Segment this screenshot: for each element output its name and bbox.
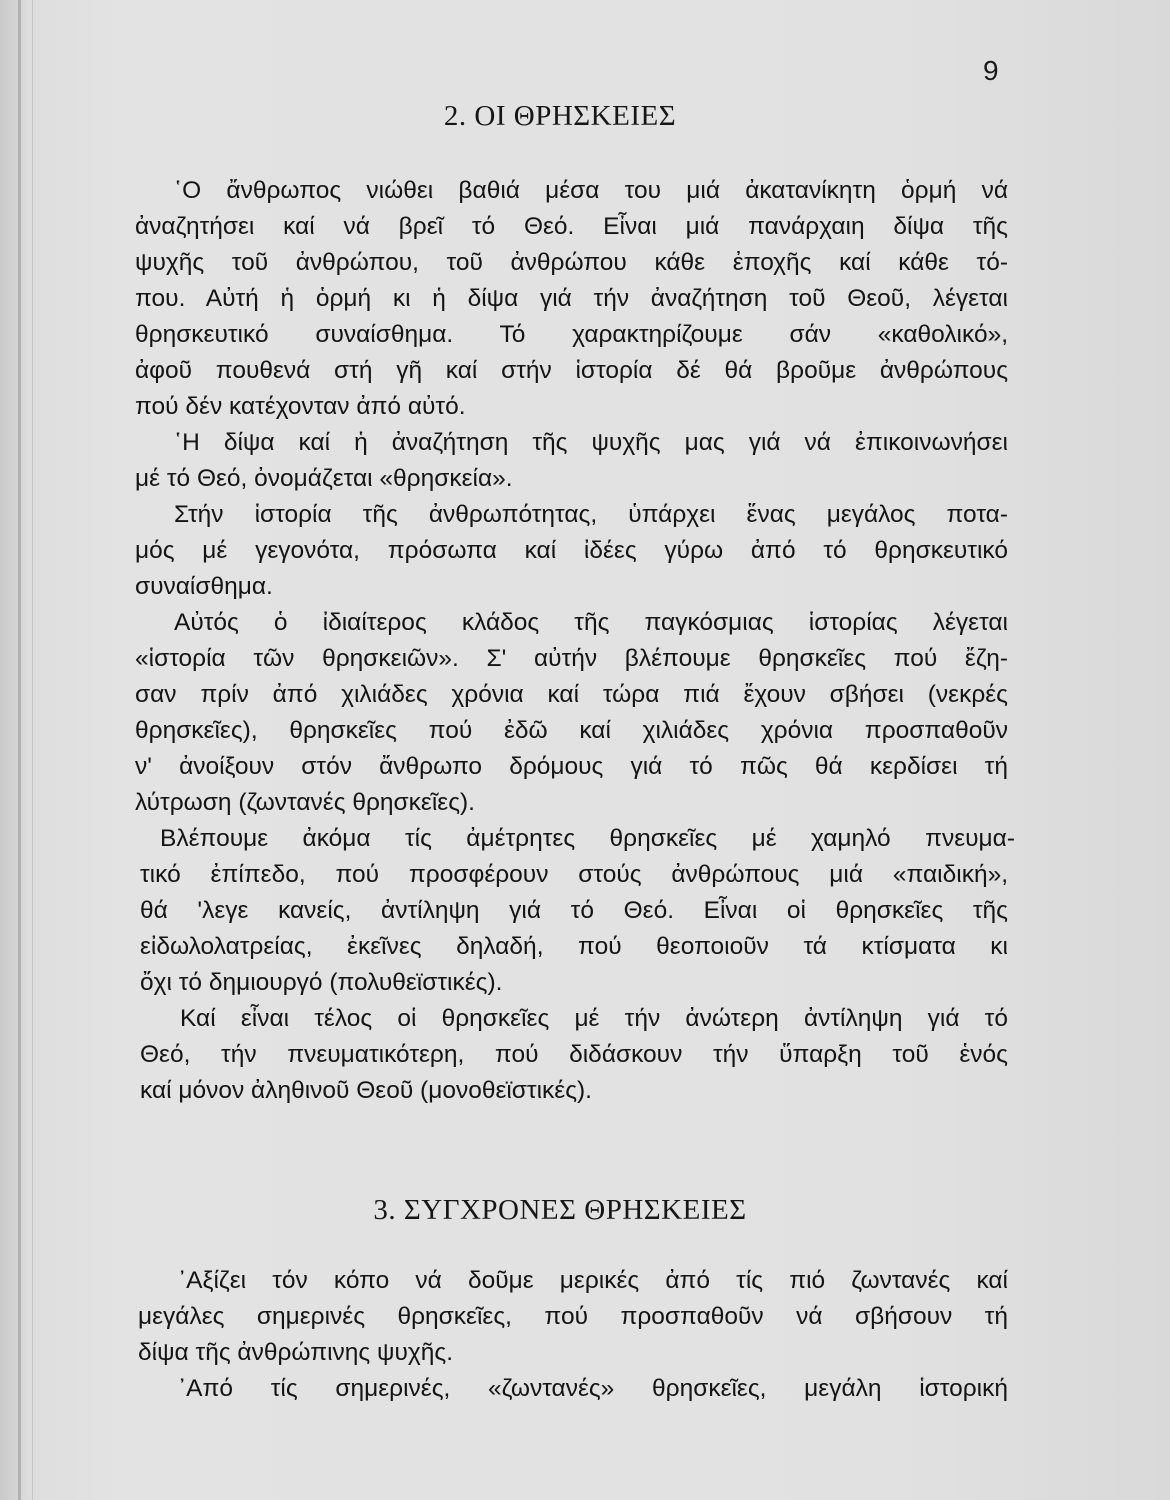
text-line: λύτρωση (ζωντανές θρησκεῖες).: [135, 789, 475, 816]
text-line: ᾿Αξίζει τόν κόπο νά δοῦμε μερικές ἀπό τίς πιό ζωντανές καί: [178, 1267, 1008, 1294]
text-line: ἀφοῦ πουθενά στή γῆ καί στήν ἱστορία δέ θά βροῦμε ἀνθρώπους: [135, 357, 1008, 384]
text-line: θρησκεῖες), θρησκεῖες πού ἐδῶ καί χιλιάδες χρόνια προσπαθοῦν: [135, 717, 1008, 744]
text-line: ἀναζητήσει καί νά βρεῖ τό Θεό. Εἶναι μιά πανάρχαιη δίψα τῆς: [135, 213, 1008, 240]
section-heading-contemporary-religions: 3. ΣΥΓΧΡΟΝΕΣ ΘΡΗΣΚΕΙΕΣ: [373, 1194, 747, 1226]
text-line: τικό ἐπίπεδο, πού προσφέρουν στούς ἀνθρώπους μιά «παιδική»,: [140, 861, 1008, 888]
text-line: ψυχῆς τοῦ ἀνθρώπου, τοῦ ἀνθρώπου κάθε ἐποχῆς καί κάθε τό-: [135, 249, 1008, 276]
text-line: συναίσθημα.: [135, 573, 273, 600]
text-line: μεγάλες σημερινές θρησκεῖες, πού προσπαθοῦν νά σβήσουν τή: [138, 1303, 1008, 1330]
section-heading-religions: 2. ΟΙ ΘΡΗΣΚΕΙΕΣ: [443, 100, 677, 132]
text-line: Αὐτός ὁ ἰδιαίτερος κλάδος τῆς παγκόσμιας ἱστορίας λέγεται: [174, 609, 1008, 636]
text-line: πού δέν κατέχονταν ἀπό αὐτό.: [135, 393, 466, 420]
text-line: θρησκευτικό συναίσθημα. Τό χαρακτηρίζουμε σάν «καθολικό»,: [135, 321, 1008, 348]
page-number: 9: [983, 55, 999, 86]
text-line: εἰδωλολατρείας, ἐκεῖνες δηλαδή, πού θεοποιοῦν τά κτίσματα κι: [140, 933, 1008, 960]
text-line: σαν πρίν ἀπό χιλιάδες χρόνια καί τώρα πιά ἔχουν σβήσει (νεκρές: [135, 681, 1008, 708]
page-binding-edge: [18, 0, 21, 1500]
text-line: καί μόνον ἀληθινοῦ Θεοῦ (μονοθεϊστικές).: [140, 1077, 592, 1104]
text-line: μέ τό Θεό, ὀνομάζεται «θρησκεία».: [135, 465, 513, 492]
text-line: Καί εἶναι τέλος οἱ θρησκεῖες μέ τήν ἀνώτερη ἀντίληψη γιά τό: [180, 1005, 1008, 1032]
text-line: «ἱστορία τῶν θρησκειῶν». Σ' αὐτήν βλέπουμε θρησκεῖες πού ἔζη-: [135, 645, 1008, 672]
text-line: θά 'λεγε κανείς, ἀντίληψη γιά τό Θεό. Εἶναι οἱ θρησκεῖες τῆς: [140, 897, 1008, 924]
text-line: μός μέ γεγονότα, πρόσωπα καί ἰδέες γύρω ἀπό τό θρησκευτικό: [135, 537, 1008, 564]
text-line: ᾿Από τίς σημερινές, «ζωντανές» θρησκεῖες, μεγάλη ἱστορική: [178, 1375, 1008, 1402]
text-line: δίψα τῆς ἀνθρώπινης ψυχῆς.: [138, 1339, 453, 1366]
text-line: που. Αὐτή ἡ ὁρμή κι ἡ δίψα γιά τήν ἀναζήτηση τοῦ Θεοῦ, λέγεται: [135, 285, 1008, 312]
text-line: Βλέπουμε ἀκόμα τίς ἀμέτρητες θρησκεῖες μέ χαμηλό πνευμα-: [160, 825, 1015, 852]
text-line: ῾Η δίψα καί ἡ ἀναζήτηση τῆς ψυχῆς μας γιά νά ἐπικοινωνήσει: [174, 429, 1008, 456]
page-binding-edge-inner: [32, 0, 33, 1500]
text-line: Θεό, τήν πνευματικότερη, πού διδάσκουν τήν ὕπαρξη τοῦ ἑνός: [140, 1041, 1008, 1068]
text-line: ὄχι τό δημιουργό (πολυθεϊστικές).: [140, 969, 503, 996]
text-line: ν' ἀνοίξουν στόν ἄνθρωπο δρόμους γιά τό πῶς θά κερδίσει τή: [135, 753, 1008, 780]
text-line: Στήν ἱστορία τῆς ἀνθρωπότητας, ὑπάρχει ἕνας μεγάλος ποτα-: [174, 501, 1008, 528]
text-line: ῾Ο ἄνθρωπος νιώθει βαθιά μέσα του μιά ἀκατανίκητη ὁρμή νά: [174, 177, 1008, 204]
